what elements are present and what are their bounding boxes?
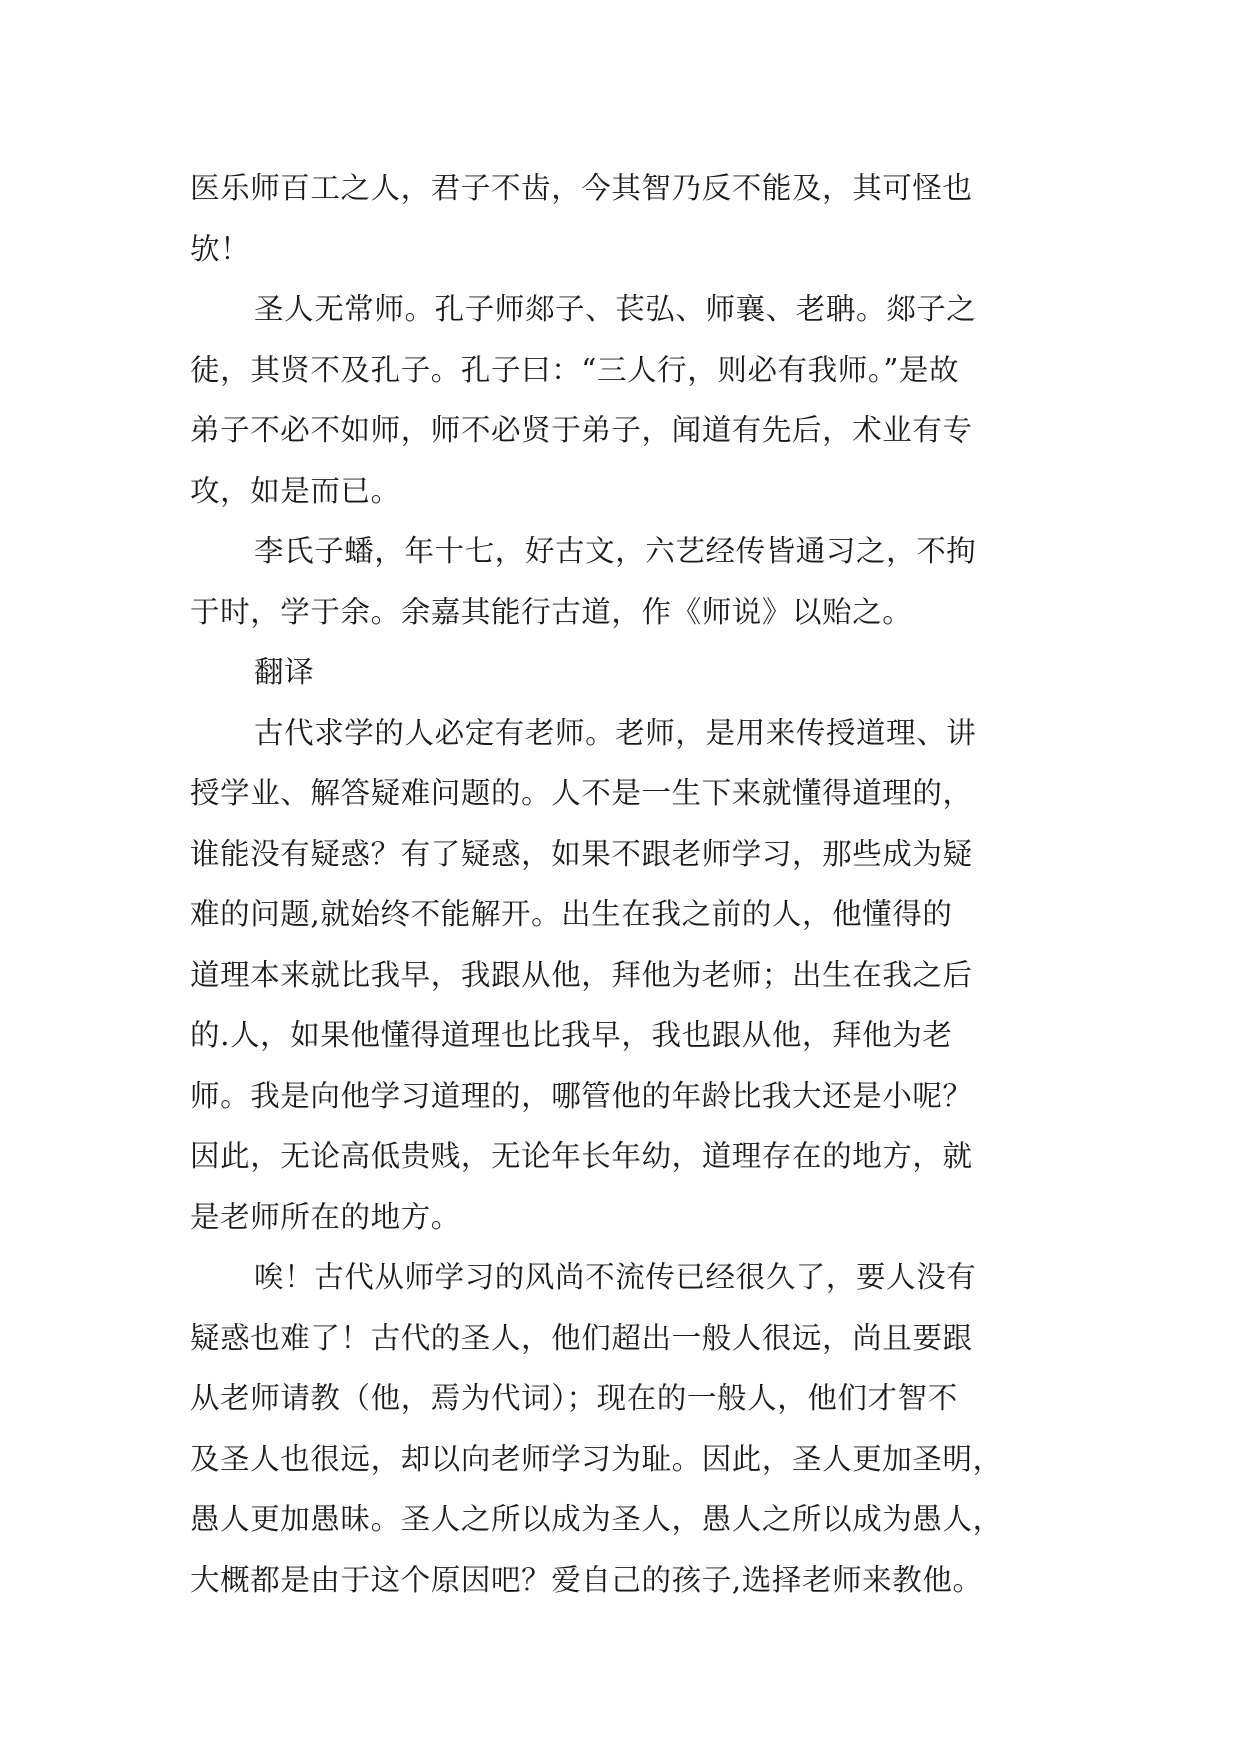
text-line: 古代求学的人必定有老师。老师，是用来传授道理、讲 [254,715,977,750]
text-line: 欤！ [190,231,251,266]
paragraph [190,279,1060,521]
text-line: 李氏子蟠，年十七，好古文，六艺经传皆通习之，不拘 [254,534,977,568]
text-line: 攻，如是而已。 [190,473,401,508]
text-line: 徒，其贤不及孔子。孔子曰：“三人行，则必有我师。”是故 [190,352,960,387]
text-line: 翻译 [254,655,315,689]
text-line: 大概都是由于这个原因吧？爱自己的孩子,选择老师来教他。 [190,1562,983,1597]
text-line: 愚人更加愚昧。圣人之所以成为圣人，愚人之所以成为愚人， [190,1502,1003,1536]
text-line: 难的问题,就始终不能解开。出生在我之前的人，他懂得的 [190,897,953,931]
paragraph [190,703,1060,1248]
text-line: 的.人，如果他懂得道理也比我早，我也跟从他，拜他为老 [190,1018,953,1052]
text-line: 因此，无论高低贵贱，无论年长年幼，道理存在的地方，就 [190,1139,973,1173]
text-line: 谁能没有疑惑？有了疑惑，如果不跟老师学习，那些成为疑 [190,836,973,871]
paragraph [190,158,1060,279]
document-body [190,158,1060,1610]
text-line: 从老师请教（他，焉为代词）；现在的一般人，他们才智不 [190,1381,958,1415]
text-line: 授学业、解答疑难问题的。人不是一生下来就懂得道理的， [190,776,973,810]
text-line: 圣人无常师。孔子师郯子、苌弘、师襄、老聃。郯子之 [254,292,977,326]
text-line: 医乐师百工之人，君子不齿，今其智乃反不能及，其可怪也 [190,171,973,205]
text-line: 及圣人也很远，却以向老师学习为耻。因此，圣人更加圣明， [190,1441,1003,1476]
text-line: 唉！古代从师学习的风尚不流传已经很久了，要人没有 [254,1260,977,1294]
text-line: 疑惑也难了！古代的圣人，他们超出一般人很远，尚且要跟 [190,1320,973,1355]
text-line: 于时，学于余。余嘉其能行古道，作《师说》以贻之。 [190,594,913,629]
translation-heading [190,642,1060,703]
paragraph [190,521,1060,642]
paragraph [190,1247,1060,1610]
text-line: 道理本来就比我早，我跟从他，拜他为老师；出生在我之后 [190,957,973,992]
text-line: 师。我是向他学习道理的，哪管他的年龄比我大还是小呢？ [190,1078,973,1113]
text-line: 是老师所在的地方。 [190,1199,461,1234]
text-line: 弟子不必不如师，师不必贤于弟子，闻道有先后，术业有专 [190,413,973,447]
